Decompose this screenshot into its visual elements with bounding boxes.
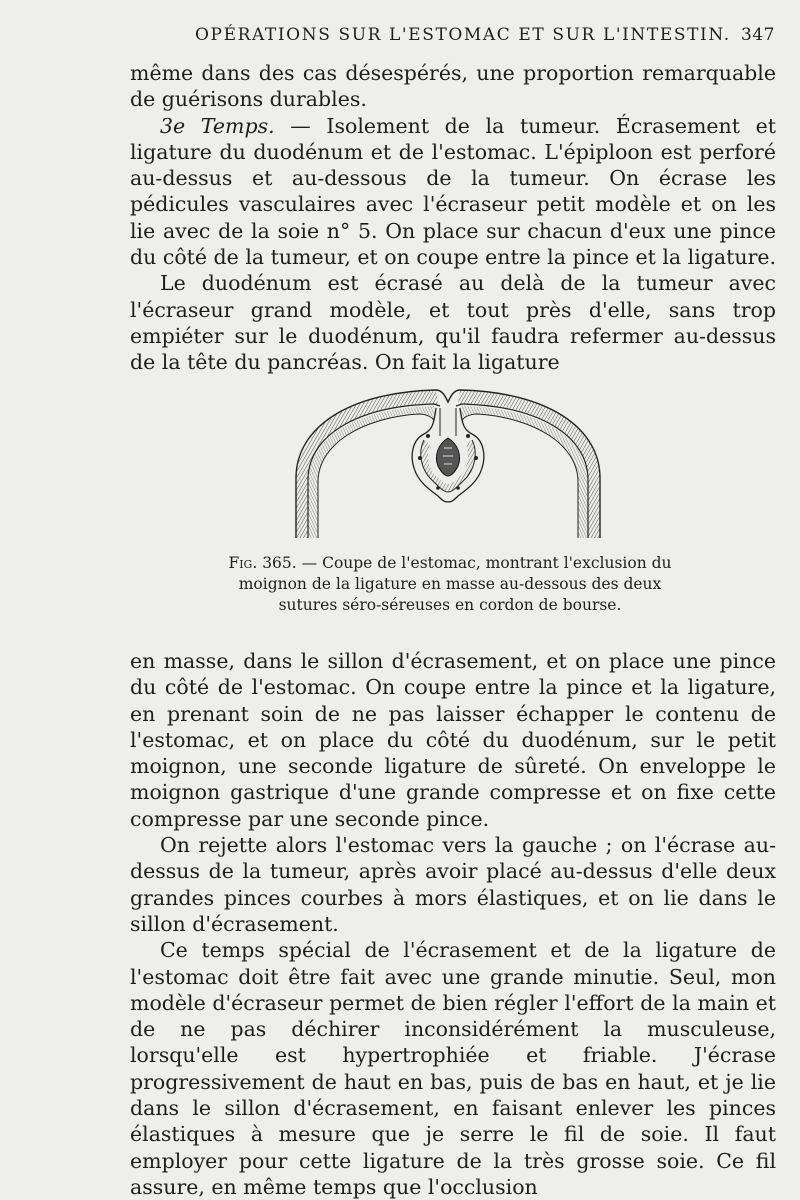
paragraph: On rejette alors l'estomac vers la gauche ; on l'écrase au-dessus de la tumeur, après avoir placé au-dessus d'elle deux grandes pinces courbes à mors élastiques, et on lie dans le sillon d'écrasement.: [130, 833, 776, 936]
paragraph: même dans des cas désespérés, une proportion remarquable de guérisons durables.: [130, 61, 776, 112]
body-text-top: [130, 60, 776, 376]
running-header: [195, 25, 775, 49]
body-text-bottom: [130, 648, 776, 1200]
temps-label: 3e Temps.: [160, 113, 275, 138]
figure-label: Fig. 365.: [228, 554, 297, 572]
paragraph: Ce temps spécial de l'écrasement et de la ligature de l'estomac doit être fait avec une grande minutie. Seul, mon modèle d'écraseur permet de bien régler l'effort de la main et de ne pas déchirer inconsidérément la musculeuse, lorsqu'elle est hypertrophiée et friable. J'écrase progressivement de haut en bas, puis de bas en haut, et je lie dans le sillon d'écrasement, en faisant enlever les pinces élastiques à mesure que je serre le fil de soie. Il faut employer pour cette ligature de la très grosse soie. Ce fil assure, en même temps que l'occlusion: [130, 938, 776, 1199]
paragraph-text: — Isolement de la tumeur. Écrasement et ligature du duodénum et de l'estomac. L'épiploon est perforé au-dessus et au-dessous de la tumeur. On écrase les pédicules vasculaires avec l'écraseur petit modèle et on les lie avec de la soie n° 5. On place sur chacun d'eux une pince du côté de la tumeur, et on coupe entre la pince et la ligature.: [130, 113, 777, 270]
paragraph-temps: [130, 113, 776, 271]
paragraph: Le duodénum est écrasé au delà de la tumeur avec l'écraseur grand modèle, et tout près d'elle, sans trop empiéter sur le duodénum, qu'il faudra refermer au-dessus de la tête du pancréas. On fait la ligature: [130, 271, 776, 375]
figure-caption-text: — Coupe de l'estomac, montrant l'exclusion du moignon de la ligature en masse au-dessous des deux sutures séro-séreuses en cordon de bourse.: [238, 554, 672, 614]
paragraph: en masse, dans le sillon d'écrasement, et on place une pince du côté de l'estomac. On coupe entre la pince et la ligature, en prenant soin de ne pas laisser échapper le contenu de l'estomac, et on place du côté du duodénum, sur le petit moignon, une seconde ligature de sûreté. On enveloppe le moignon gastrique d'une grande compresse et on fixe cette compresse par une seconde pince.: [130, 649, 776, 831]
stomach-section-figure: [288, 378, 608, 543]
figure-caption: [220, 553, 680, 616]
page-number: 347: [741, 25, 775, 45]
running-title: OPÉRATIONS SUR L'ESTOMAC ET SUR L'INTESTIN.: [195, 25, 731, 45]
